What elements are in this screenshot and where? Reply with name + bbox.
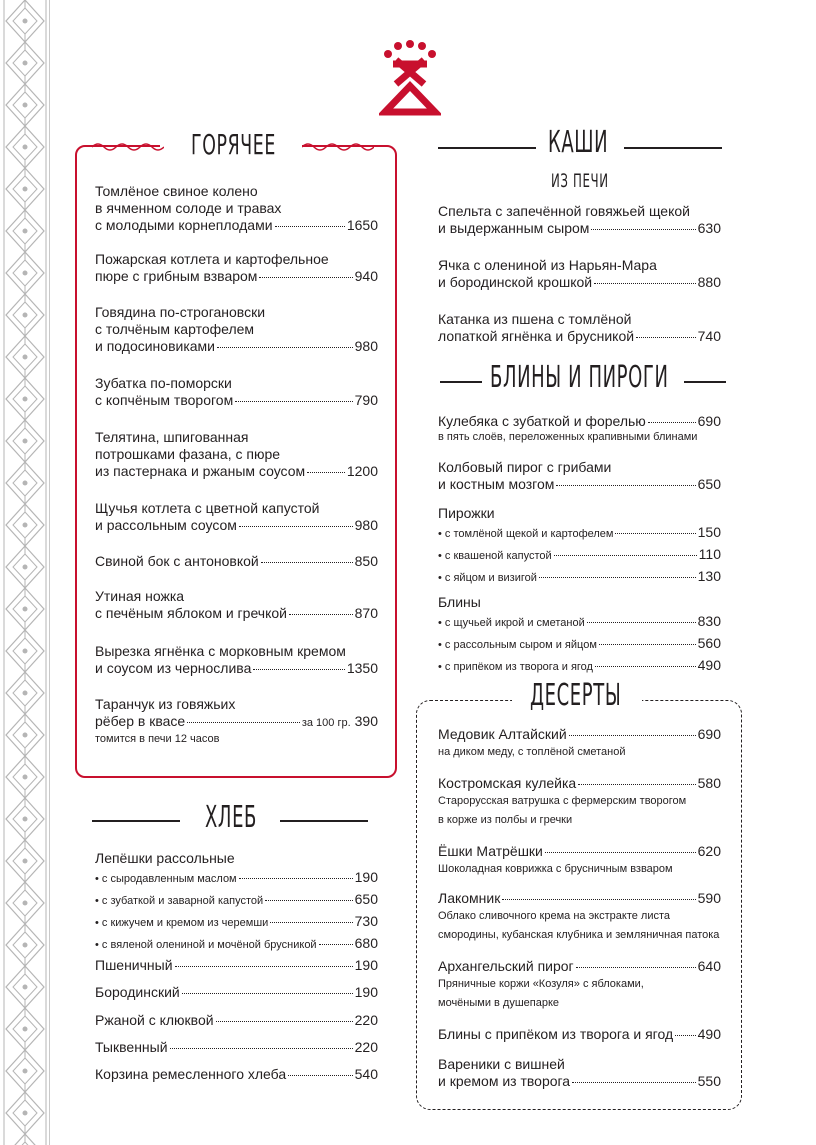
menu-item-note: томится в печи 12 часов: [95, 733, 220, 745]
logo-icon: [379, 40, 441, 120]
menu-item-name-line: Пожарская котлета и картофельное: [95, 251, 329, 267]
dot-leader: [615, 533, 695, 534]
dot-leader: [576, 967, 696, 968]
menu-item-line: [95, 517, 378, 534]
dessert-menu-item: [438, 726, 721, 762]
menu-item-unit: за 100 гр.: [301, 717, 351, 729]
menu-item-line: [95, 553, 378, 570]
menu-item-name: лопаткой ягнёнка и брусникой: [438, 328, 635, 344]
menu-item-line: [438, 1026, 721, 1043]
hot-menu-item: [95, 429, 378, 480]
dot-leader: [307, 472, 345, 473]
menu-item-note: в пять слоёв, переложенных крапивными блинами: [438, 431, 698, 443]
menu-item-price: 130: [697, 568, 721, 584]
menu-item-name: Бородинский: [95, 984, 180, 1000]
menu-item-note: мочёными в душепарке: [438, 997, 560, 1009]
menu-item-line: [95, 911, 378, 933]
menu-item-name: и кремом из творога: [438, 1073, 571, 1089]
bread-menu-item: [95, 1039, 378, 1056]
menu-item-name: Блины с припёком из творога и ягод: [438, 1026, 674, 1042]
menu-item-name: • с рассольным сыром и яйцом: [438, 635, 597, 655]
menu-item-line: [438, 544, 721, 566]
menu-item-price: 150: [697, 524, 721, 540]
menu-item-line: [438, 328, 721, 345]
menu-item-name: • с щучьей икрой и сметаной: [438, 613, 585, 633]
dot-leader: [578, 784, 695, 785]
dot-leader: [591, 229, 695, 230]
menu-item-name-line: Телятина, шпигованная: [95, 429, 249, 445]
menu-item-name: и подосиновиками: [95, 338, 215, 354]
dot-leader: [239, 526, 353, 527]
menu-item-name: рёбер в квасе: [95, 713, 186, 729]
kashi-menu-item: [438, 311, 721, 345]
menu-item-note: Старорусская ватрушка с фермерским творогом: [438, 795, 687, 807]
dot-leader: [216, 1021, 353, 1022]
menu-item-price: 1350: [346, 660, 378, 676]
dot-leader: [648, 422, 696, 423]
dessert-menu-item: [438, 958, 721, 1013]
menu-item-name: с печёным яблоком и гречкой: [95, 605, 287, 621]
dot-leader: [239, 878, 353, 879]
menu-item-note: в корже из полбы и гречки: [438, 814, 573, 826]
hot-menu-item: [95, 183, 378, 234]
menu-item-name-line: Катанка из пшена с томлёной: [438, 311, 632, 327]
menu-item-name: из пастернака и ржаным соусом: [95, 463, 306, 479]
menu-item-price: 620: [697, 843, 721, 859]
wave-right-ornament: [302, 140, 374, 154]
menu-item-note: смородины, кубанская клубника и земляничная патока: [438, 929, 720, 941]
hot-section-title: ГОРЯЧЕЕ: [191, 128, 276, 161]
menu-item-note: на диком меду, с топлёной сметаной: [438, 746, 626, 758]
menu-item-name-line: с толчёным картофелем: [95, 321, 255, 337]
dot-leader: [572, 1082, 696, 1083]
menu-item-line: [95, 463, 378, 480]
dot-leader: [554, 555, 697, 556]
hot-menu-item: [95, 375, 378, 409]
menu-item-price: 650: [697, 476, 721, 492]
menu-item-price: 790: [354, 392, 378, 408]
dessert-menu-item: [438, 843, 721, 879]
menu-item-name: • с кижучем и кремом из черемши: [95, 913, 268, 933]
bliny-group: [438, 594, 721, 677]
ornament-strip: [0, 0, 50, 1145]
dessert-menu-item: [438, 890, 721, 945]
bread-menu-item: [95, 1066, 378, 1083]
dessert-menu-item: [438, 775, 721, 830]
menu-item-price: 580: [697, 775, 721, 791]
menu-item-line: [95, 889, 378, 911]
bliny-section-title: БЛИНЫ И ПИРОГИ: [490, 360, 669, 395]
menu-item-name: и рассольным соусом: [95, 517, 237, 533]
menu-item-price: 690: [697, 413, 721, 429]
ornament-pattern: [0, 0, 50, 1145]
menu-item-line: [95, 933, 378, 955]
menu-item-line: [95, 1039, 378, 1056]
menu-item-line: [438, 413, 721, 430]
menu-item-name: • с яйцом и визигой: [438, 568, 537, 588]
menu-item-price: 190: [354, 984, 378, 1000]
menu-item-price: 980: [354, 517, 378, 533]
menu-item-name-line: Вареники с вишней: [438, 1056, 565, 1072]
menu-item-price: 870: [354, 605, 378, 621]
bread-section-title: ХЛЕБ: [205, 800, 257, 835]
bliny-menu-item: [438, 413, 721, 444]
menu-item-line: [438, 726, 721, 743]
menu-item-name: и выдержанным сыром: [438, 220, 590, 236]
group-title: Лепёшки рассольные: [95, 850, 235, 866]
dot-leader: [539, 577, 696, 578]
dot-leader: [259, 277, 352, 278]
dot-leader: [545, 852, 696, 853]
menu-item-name: и бородинской крошкой: [438, 274, 593, 290]
dot-leader: [556, 485, 695, 486]
menu-item-name: • с квашеной капустой: [438, 546, 552, 566]
menu-item-price: 690: [697, 726, 721, 742]
dot-leader: [502, 899, 695, 900]
menu-item-name-line: Щучья котлета с цветной капустой: [95, 500, 320, 516]
bread-menu-item: [95, 984, 378, 1001]
dot-leader: [175, 966, 353, 967]
lepeshki-group: [95, 850, 378, 955]
menu-item-name-line: Говядина по-строгановски: [95, 304, 266, 320]
menu-item-line: [438, 522, 721, 544]
menu-item-line: [438, 611, 721, 633]
dot-leader: [182, 993, 353, 994]
menu-item-price: 980: [354, 338, 378, 354]
menu-item-price: 110: [698, 546, 721, 562]
menu-item-price: 630: [697, 220, 721, 236]
menu-item-name-line: потрошками фазана, с пюре: [95, 446, 281, 462]
menu-item-line: [95, 338, 378, 355]
menu-item-name: Кулебяка с зубаткой и форелью: [438, 413, 646, 429]
dot-leader: [587, 622, 696, 623]
menu-item-price: 640: [697, 958, 721, 974]
menu-item-line: [438, 655, 721, 677]
menu-item-price: 550: [697, 1073, 721, 1089]
kashi-menu-item: [438, 257, 721, 291]
menu-item-name: Пшеничный: [95, 957, 173, 973]
dot-leader: [595, 666, 696, 667]
wave-left-ornament: [92, 140, 164, 154]
menu-item-line: [438, 775, 721, 792]
dot-leader: [253, 669, 344, 670]
pirozhki-group: [438, 505, 721, 588]
bread-rule-right: [280, 820, 368, 822]
menu-item-name-line: в ячменном солоде и травах: [95, 200, 282, 216]
menu-item-name-line: Вырезка ягнёнка с морковным кремом: [95, 643, 346, 659]
hot-menu-item: [95, 251, 378, 285]
dessert-menu-item: [438, 1026, 721, 1043]
menu-item-price: 1200: [346, 463, 378, 479]
menu-item-name: и соусом из чернослива: [95, 660, 252, 676]
menu-item-name: Ржаной с клюквой: [95, 1012, 214, 1028]
kashi-menu-item: [438, 203, 721, 237]
menu-item-name: Костромская кулейка: [438, 775, 577, 791]
menu-item-name-line: Ячка с олениной из Нарьян-Мара: [438, 257, 657, 273]
dot-leader: [636, 337, 696, 338]
menu-item-price: 880: [697, 274, 721, 290]
dessert-menu-item: [438, 1056, 721, 1090]
kashi-section-title: КАШИ: [548, 125, 609, 160]
menu-item-name-line: Колбовый пирог с грибами: [438, 459, 612, 475]
menu-item-price: 1650: [346, 217, 378, 233]
bread-rule-left: [92, 820, 180, 822]
bliny-menu-item: [438, 459, 721, 493]
menu-item-price: 390: [354, 713, 378, 729]
dot-leader: [265, 900, 353, 901]
menu-item-line: [95, 1012, 378, 1029]
desserts-section-title: ДЕСЕРТЫ: [530, 678, 622, 713]
menu-item-name: Тыквенный: [95, 1039, 168, 1055]
menu-item-name: Лакомник: [438, 890, 501, 906]
dot-leader: [270, 922, 352, 923]
menu-item-price: 680: [354, 935, 378, 951]
menu-item-price: 190: [354, 869, 378, 885]
dot-leader: [319, 944, 353, 945]
bread-menu-item: [95, 1012, 378, 1029]
menu-item-line: [95, 957, 378, 974]
menu-item-name: с молодыми корнеплодами: [95, 217, 273, 233]
menu-item-note: Облако сливочного крема на экстракте листа: [438, 910, 671, 922]
menu-item-price: 490: [697, 1026, 721, 1042]
menu-item-price: 490: [697, 657, 721, 673]
menu-item-name: • с припёком из творога и ягод: [438, 657, 593, 677]
dot-leader: [289, 614, 353, 615]
dot-leader: [599, 644, 696, 645]
menu-item-line: [438, 958, 721, 975]
menu-item-name: с копчёным творогом: [95, 392, 234, 408]
menu-item-name: • с зубаткой и заварной капустой: [95, 891, 263, 911]
menu-item-name: Архангельский пирог: [438, 958, 574, 974]
menu-item-line: [95, 660, 378, 677]
group-title: Блины: [438, 594, 481, 610]
hot-menu-item: [95, 500, 378, 534]
menu-item-line: [438, 476, 721, 493]
menu-item-name-line: Спельта с запечённой говяжьей щекой: [438, 203, 690, 219]
menu-item-line: [95, 268, 378, 285]
menu-item-name: • с томлёной щекой и картофелем: [438, 524, 613, 544]
dot-leader: [275, 226, 345, 227]
group-title: Пирожки: [438, 505, 495, 521]
menu-item-name: Ёшки Матрёшки: [438, 843, 543, 859]
menu-item-line: [95, 217, 378, 234]
dot-leader: [217, 347, 353, 348]
menu-item-line: [95, 605, 378, 622]
menu-item-name: • с сыродавленным маслом: [95, 869, 237, 889]
hot-menu-item: [95, 696, 378, 746]
menu-item-line: [95, 1066, 378, 1083]
menu-item-line: [438, 220, 721, 237]
menu-item-name-line: Томлёное свиное колено: [95, 183, 258, 199]
menu-item-line: [438, 274, 721, 291]
dot-leader: [261, 562, 353, 563]
menu-item-note: Шоколадная коврижка с брусничным взваром: [438, 863, 673, 875]
menu-item-price: 740: [697, 328, 721, 344]
menu-item-line: [438, 566, 721, 588]
dot-leader: [675, 1035, 696, 1036]
dot-leader: [569, 735, 696, 736]
dot-leader: [187, 722, 300, 723]
menu-item-line: [95, 392, 378, 409]
menu-item-line: [95, 984, 378, 1001]
menu-item-note: Пряничные коржи «Козуля» с яблоками,: [438, 978, 644, 990]
menu-item-price: 220: [354, 1039, 378, 1055]
menu-item-price: 850: [354, 553, 378, 569]
bliny-rule-left: [440, 381, 482, 383]
menu-item-price: 560: [697, 635, 721, 651]
menu-item-price: 590: [697, 890, 721, 906]
hot-menu-item: [95, 643, 378, 677]
menu-item-line: [438, 1073, 721, 1090]
hot-menu-item: [95, 553, 378, 570]
dot-leader: [288, 1075, 352, 1076]
menu-item-line: [95, 713, 378, 732]
kashi-rule-left: [438, 147, 536, 149]
menu-item-line: [95, 867, 378, 889]
menu-item-name-line: Таранчук из говяжьих: [95, 696, 236, 712]
menu-item-price: 540: [354, 1066, 378, 1082]
dot-leader: [170, 1048, 353, 1049]
menu-item-name-line: Зубатка по-поморски: [95, 375, 232, 391]
menu-item-name-line: Утиная ножка: [95, 588, 185, 604]
menu-item-line: [438, 843, 721, 860]
menu-item-price: 830: [697, 613, 721, 629]
bread-menu-item: [95, 957, 378, 974]
kashi-rule-right: [624, 147, 722, 149]
menu-item-name: Свиной бок с антоновкой: [95, 553, 259, 569]
menu-item-price: 940: [354, 268, 378, 284]
menu-item-name: Медовик Алтайский: [438, 726, 567, 742]
dot-leader: [235, 401, 352, 402]
menu-item-name: • с вяленой олениной и мочёной брусникой: [95, 935, 317, 955]
menu-item-name: пюре с грибным взваром: [95, 268, 258, 284]
hot-menu-item: [95, 304, 378, 355]
menu-item-name: Корзина ремесленного хлеба: [95, 1066, 287, 1082]
bliny-rule-right: [684, 381, 726, 383]
menu-item-price: 650: [354, 891, 378, 907]
menu-item-name: и костным мозгом: [438, 476, 555, 492]
menu-item-line: [438, 890, 721, 907]
kashi-section-subtitle: ИЗ ПЕЧИ: [551, 170, 609, 192]
dot-leader: [594, 283, 696, 284]
hot-menu-item: [95, 588, 378, 622]
menu-item-price: 220: [354, 1012, 378, 1028]
menu-item-price: 730: [354, 913, 378, 929]
menu-item-line: [438, 633, 721, 655]
menu-item-price: 190: [354, 957, 378, 973]
